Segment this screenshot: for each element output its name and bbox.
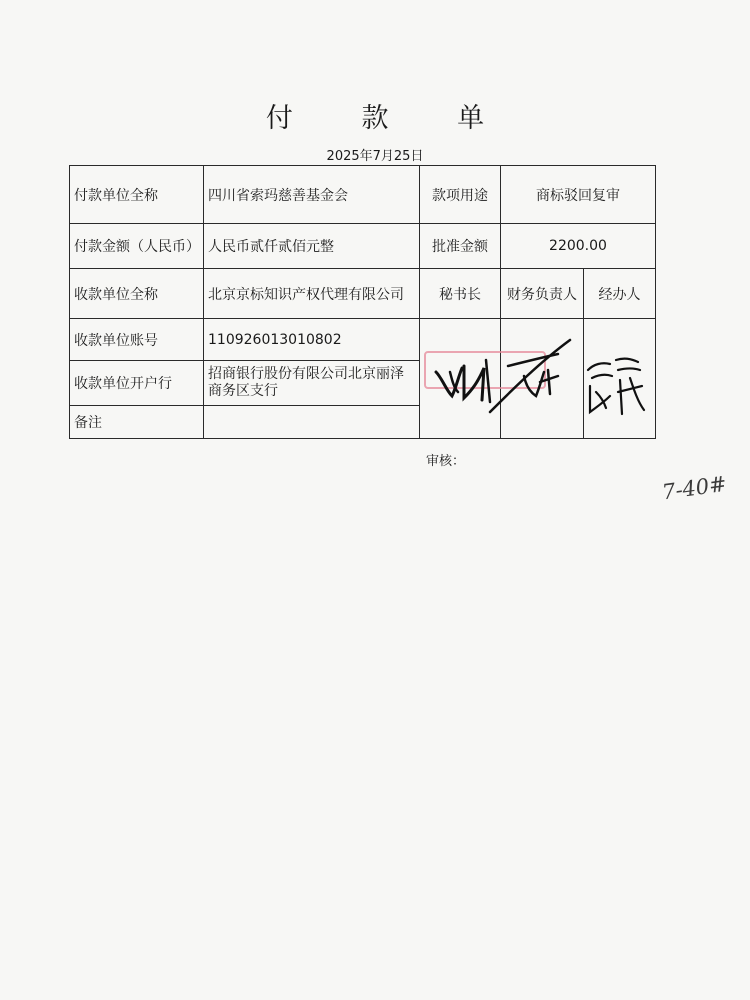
payer-name-label: 付款单位全称 (70, 166, 204, 224)
approved-amount-label: 批准金额 (420, 224, 501, 269)
approved-amount-value: 2200.00 (501, 224, 656, 269)
secretary-general-label: 秘书长 (420, 269, 501, 319)
payee-name-value: 北京京标知识产权代理有限公司 (204, 269, 420, 319)
amount-rmb-label: 付款金额（人民币） (70, 224, 204, 269)
account-label: 收款单位账号 (70, 319, 204, 361)
finance-head-signature (484, 332, 576, 424)
handler-label: 经办人 (584, 269, 656, 319)
payer-name-value: 四川省索玛慈善基金会 (204, 166, 420, 224)
payee-name-label: 收款单位全称 (70, 269, 204, 319)
finance-head-label: 财务负责人 (501, 269, 584, 319)
remark-value (204, 406, 420, 439)
bank-label: 收款单位开户行 (70, 361, 204, 406)
handler-signature (582, 350, 648, 424)
handwritten-mark: 7-40# (660, 471, 729, 505)
document-date: 2025年7月25日 (326, 149, 424, 164)
table-row (70, 224, 656, 269)
remark-label: 备注 (70, 406, 204, 439)
document-title: 付 款 单 (265, 103, 515, 134)
bank-value: 招商银行股份有限公司北京丽泽商务区支行 (204, 361, 420, 406)
review-label: 审核： (426, 454, 466, 469)
amount-rmb-value: 人民币贰仟贰佰元整 (204, 224, 420, 269)
table-row (70, 269, 656, 319)
purpose-label: 款项用途 (420, 166, 501, 224)
purpose-value: 商标驳回复审 (501, 166, 656, 224)
table-row (70, 166, 656, 224)
account-value: 110926013010802 (204, 319, 420, 361)
